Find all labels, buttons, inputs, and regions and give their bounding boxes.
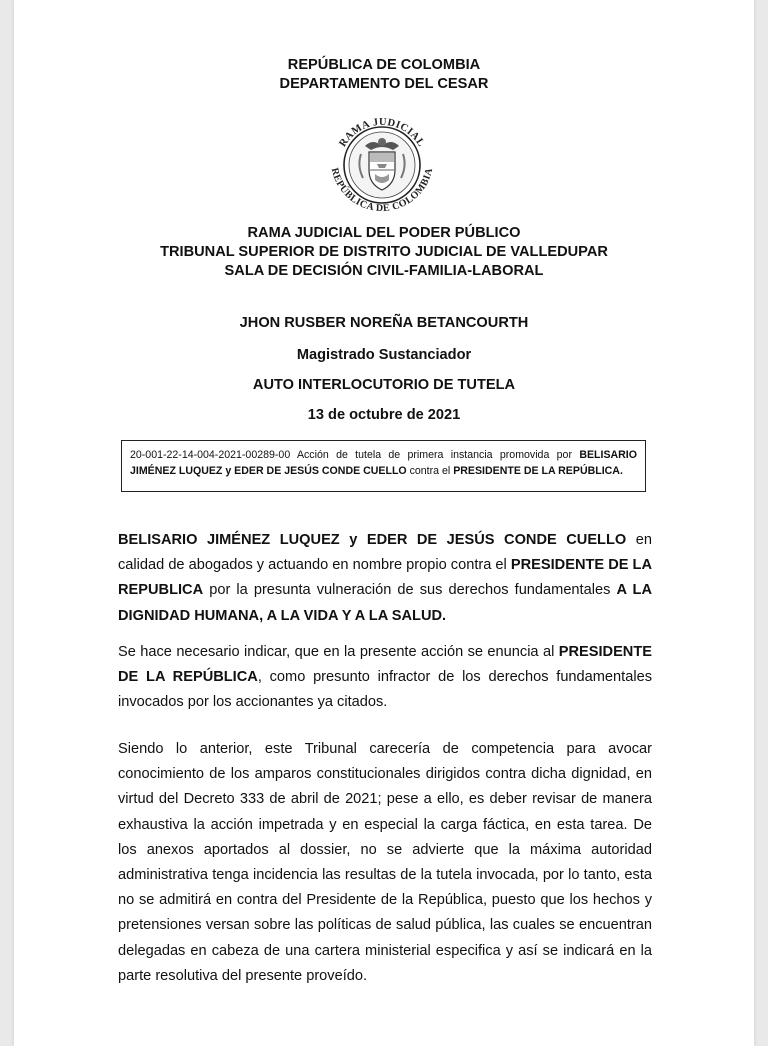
p1-text-1: en calidad de abogados y actuando en nombre propio contra el bbox=[118, 532, 652, 574]
department-heading: DEPARTAMENTO DEL CESAR bbox=[279, 76, 489, 92]
p1-text-2: por la presunta vulneración de sus derechos fundamentales bbox=[203, 582, 617, 599]
document-date: 13 de octubre de 2021 bbox=[307, 407, 461, 423]
p2-text-1: Se hace necesario indicar, que en la presente acción se enuncia al bbox=[118, 644, 559, 660]
paragraph-respondent bbox=[118, 640, 652, 716]
p1-defendant: PRESIDENTE DE LA REPUBLICA bbox=[118, 557, 653, 599]
case-number-text: 20-001-22-14-004-2021-00289-00 Acción de tutela de primera instancia promovida por bbox=[130, 449, 580, 461]
p1-plaintiffs: BELISARIO JIMÉNEZ LUQUEZ y EDER DE JESÚS CONDE CUELLO bbox=[118, 532, 627, 548]
rama-judicial-seal bbox=[317, 100, 447, 230]
paragraph-competence: Siendo lo anterior, este Tribunal carecería de competencia para avocar conocimiento de los amparos constitucionales dirigidos contra dicha dignidad, en virtud del Decreto 333 de abril de 2021; pese a ello, es deber revisar de manera exhaustiva la acción impetrada y en especial la carga fáctica, en esta tarea. De los anexos aportados al dossier, no se advierte que la máxima autoridad administrativa tenga incidencia las resultas de la tutela invocada, por lo tanto, esta no se admitirá en contra del Presidente de la República, puesto que los hechos y pretensiones versan sobre las políticas de salud pública, las cuales se encuentran delegadas en cabeza de una cartera ministerial especifica y así se indicará en la parte resolutiva del presente proveído. bbox=[118, 741, 652, 984]
case-defendant: PRESIDENTE DE LA REPÚBLICA. bbox=[453, 465, 623, 477]
seal-top-text: RAMA JUDICIAL bbox=[337, 116, 427, 150]
country-heading: REPÚBLICA DE COLOMBIA bbox=[287, 57, 481, 73]
p2-text-2: , como presunto infractor de los derechos fundamentales invocados por los accionantes ya citados. bbox=[118, 669, 652, 711]
p2-president: PRESIDENTE DE LA REPÚBLICA bbox=[118, 644, 652, 686]
chamber-heading: SALA DE DECISIÓN CIVIL-FAMILIA-LABORAL bbox=[224, 263, 544, 279]
paragraph-plaintiffs bbox=[118, 528, 652, 629]
seal-bottom-text: REPÚBLICA DE COLOMBIA bbox=[328, 166, 436, 215]
case-reference-box bbox=[121, 440, 646, 492]
tribunal-heading: TRIBUNAL SUPERIOR DE DISTRITO JUDICIAL DE VALLEDUPAR bbox=[160, 244, 608, 260]
magistrate-name: JHON RUSBER NOREÑA BETANCOURTH bbox=[239, 315, 529, 331]
document-type: AUTO INTERLOCUTORIO DE TUTELA bbox=[252, 377, 516, 393]
case-against-text: contra el bbox=[406, 465, 454, 477]
branch-heading: RAMA JUDICIAL DEL PODER PÚBLICO bbox=[247, 225, 521, 241]
case-plaintiffs: BELISARIO JIMÉNEZ LUQUEZ y EDER DE JESÚS CONDE CUELLO bbox=[130, 449, 637, 477]
magistrate-role: Magistrado Sustanciador bbox=[296, 347, 472, 363]
p1-rights: A LA DIGNIDAD HUMANA, A LA VIDA Y A LA SALUD. bbox=[118, 582, 652, 624]
